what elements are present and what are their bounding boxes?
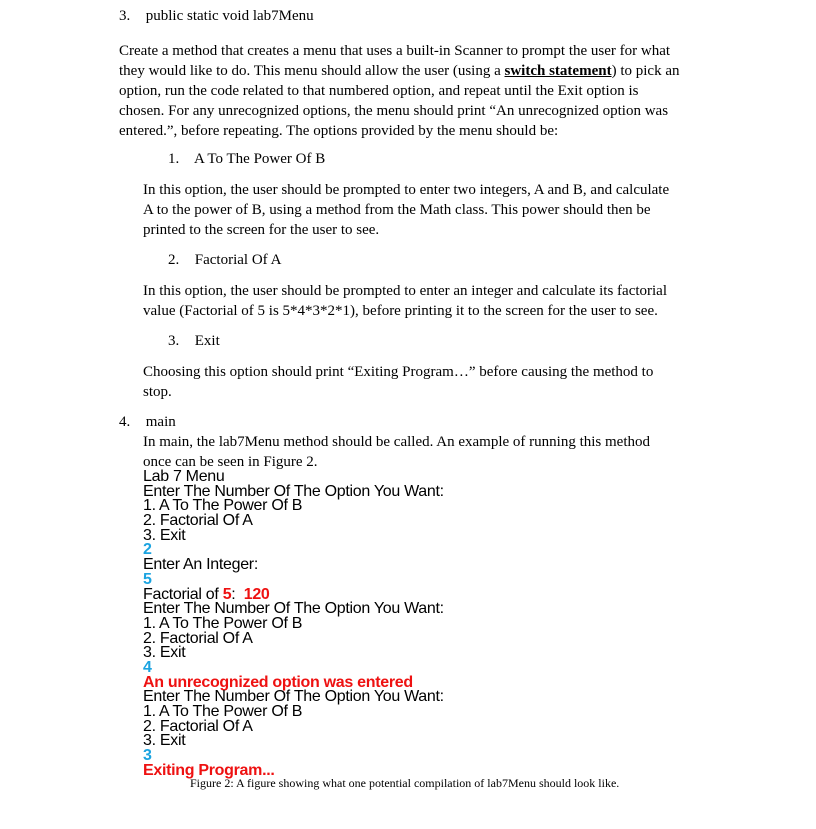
switch-statement-emphasis: switch statement: [504, 63, 612, 79]
factorial-n: 5: [222, 585, 232, 603]
option-1-description: [143, 180, 669, 240]
intro-line: Create a method that creates a menu that uses a built-in Scanner to prompt the user for what: [119, 43, 671, 59]
factorial-label: Factorial of: [143, 585, 223, 603]
description-line: A to the power of B, using a method from the Math class. This power should then be: [143, 202, 651, 218]
console-option: 3. Exit: [143, 526, 186, 544]
figure-caption: Figure 2: A figure showing what one potential compilation of lab7Menu should look like.: [190, 776, 620, 790]
option-title: Exit: [194, 333, 220, 349]
intro-text: ) to pick an: [611, 63, 680, 79]
console-prompt: Enter The Number Of The Option You Want:: [143, 688, 444, 706]
console-exiting-message: Exiting Program...: [143, 761, 275, 779]
intro-line: entered.”, before repeating. The options provided by the menu should be:: [119, 123, 559, 139]
description-line: In this option, the user should be prompted to enter two integers, A and B, and calculate: [143, 182, 670, 198]
section-3-number: 3.: [119, 8, 131, 24]
console-option: 1. A To The Power Of B: [143, 497, 303, 515]
description-line: In this option, the user should be prompted to enter an integer and calculate its factorial: [143, 283, 668, 299]
console-output: [143, 470, 444, 778]
factorial-result: 120: [243, 585, 270, 603]
section-4-number: 4.: [119, 414, 131, 430]
option-number: 3.: [168, 333, 180, 349]
console-prompt: Enter The Number Of The Option You Want:: [143, 600, 444, 618]
console-unrecognized-message: An unrecognized option was entered: [143, 673, 413, 691]
console-option: 2. Factorial Of A: [143, 512, 253, 530]
option-3-heading: [168, 331, 220, 351]
section-4-title: main: [145, 414, 176, 430]
console-option: 3. Exit: [143, 644, 186, 662]
factorial-colon: :: [231, 585, 244, 603]
console-option: 1. A To The Power Of B: [143, 614, 303, 632]
console-user-input: 2: [143, 541, 152, 559]
option-number: 1.: [168, 151, 180, 167]
section-4-body: [143, 432, 650, 472]
console-user-input: 3: [143, 747, 152, 765]
console-option: 2. Factorial Of A: [143, 717, 253, 735]
body-line: In main, the lab7Menu method should be called. An example of running this method: [143, 434, 650, 450]
intro-line: option, run the code related to that numbered option, and repeat until the Exit option is: [119, 83, 639, 99]
description-line: Choosing this option should print “Exiting Program…” before causing the method to: [143, 364, 654, 380]
description-line: value (Factorial of 5 is 5*4*3*2*1), before printing it to the screen for the user to see.: [143, 303, 658, 319]
console-prompt: Enter The Number Of The Option You Want:: [143, 482, 444, 500]
console-option: 1. A To The Power Of B: [143, 703, 303, 720]
console-prompt: Enter An Integer:: [143, 556, 258, 574]
console-title: Lab 7 Menu: [143, 468, 225, 485]
intro-text: they would like to do. This menu should allow the user (using a: [119, 63, 505, 79]
option-2-heading: [168, 250, 281, 270]
body-line: once can be seen in Figure 2.: [143, 454, 318, 470]
console-option: 2. Factorial Of A: [143, 629, 253, 647]
console-user-input: 5: [143, 570, 152, 588]
console-option: 3. Exit: [143, 732, 186, 750]
intro-line: [119, 61, 679, 81]
description-line: stop.: [143, 384, 172, 400]
option-title: A To The Power Of B: [193, 151, 326, 167]
option-3-description: [143, 362, 653, 402]
option-number: 2.: [168, 252, 180, 268]
console-user-input: 4: [143, 658, 152, 676]
intro-line: chosen. For any unrecognized options, the menu should print “An unrecognized option was: [119, 103, 669, 119]
option-title: Factorial Of A: [194, 252, 282, 268]
option-1-heading: [168, 149, 325, 169]
section-3-heading: [119, 6, 314, 26]
section-4-heading: [119, 412, 176, 432]
section-3-title: public static void lab7Menu: [145, 8, 314, 24]
description-line: printed to the screen for the user to see.: [143, 222, 380, 238]
section-3-intro: [119, 41, 679, 141]
option-2-description: [143, 281, 667, 321]
